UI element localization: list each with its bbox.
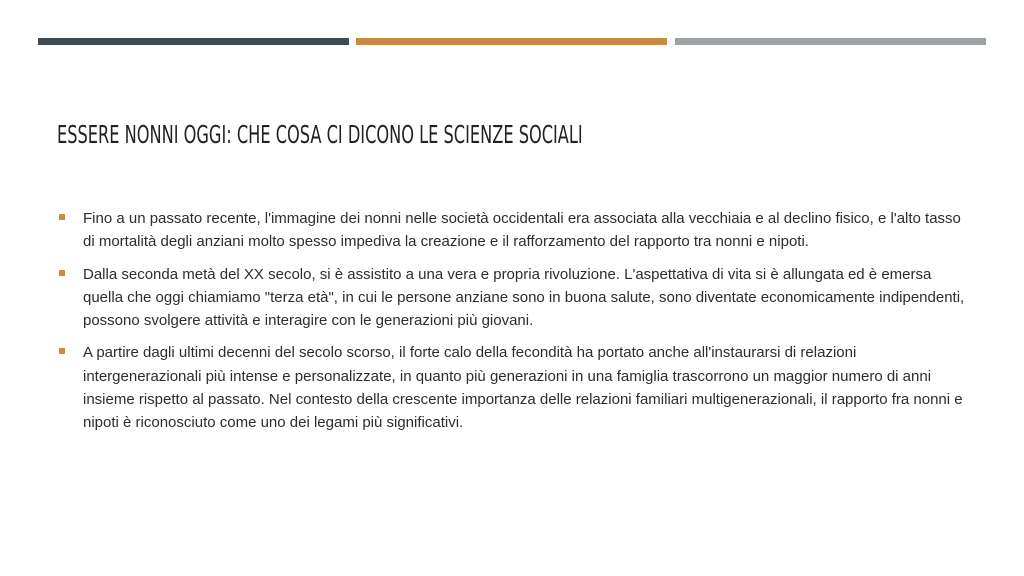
top-bar-gray (675, 38, 986, 45)
list-item (57, 341, 969, 434)
square-bullet-icon (59, 348, 65, 354)
bullet-text: Dalla seconda metà del XX secolo, si è assistito a una vera e propria rivoluzione. L'aspettativa di vita si è allungata ed è emersa quella che oggi chiamiamo "terza età", in cui le persone anziane sono in buona salute, sono diventate economicamente indipendenti, possono svolgere attività e interagire con le generazioni più giovani. (83, 265, 965, 330)
square-bullet-icon (59, 214, 65, 220)
bullet-text: A partire dagli ultimi decenni del secolo scorso, il forte calo della fecondità ha portato anche all'instaurarsi di relazioni intergenerazionali più intense e personalizzate, in quanto più generazioni in una famiglia trascorrono un maggior numero di anni insieme rispetto al passato. Nel contesto della crescente importanza delle relazioni familiari multigenerazionali, il rapporto fra nonni e nipoti è riconosciuto come uno dei legami più significativi. (83, 344, 963, 432)
top-decorative-bars (38, 38, 986, 45)
square-bullet-icon (59, 270, 65, 276)
slide-title: ESSERE NONNI OGGI: CHE COSA CI DICONO LE SCIENZE SOCIALI (57, 120, 583, 149)
list-item (57, 263, 969, 333)
top-bar-orange (356, 38, 667, 45)
list-item (57, 207, 969, 254)
top-bar-dark (38, 38, 349, 45)
bullet-list (57, 207, 969, 444)
bullet-text: Fino a un passato recente, l'immagine dei nonni nelle società occidentali era associata alla vecchiaia e al declino fisico, e l'alto tasso di mortalità degli anziani molto spesso impediva la creazione e il rafforzamento del rapporto tra nonni e nipoti. (83, 210, 961, 251)
